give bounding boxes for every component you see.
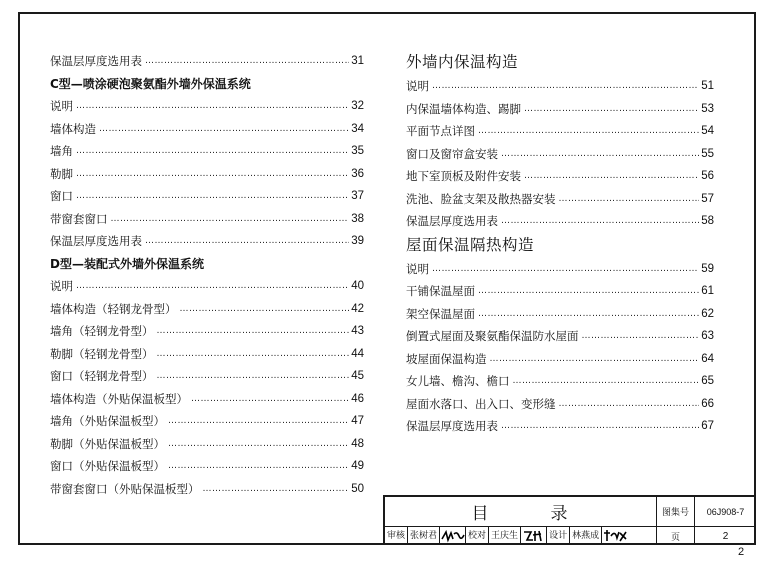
toc-entry-label: 保温层厚度选用表 xyxy=(50,234,142,248)
atlas-number-label: 图集号 xyxy=(657,497,695,527)
toc-entry xyxy=(50,320,364,343)
toc-leader-dots xyxy=(145,50,349,73)
toc-leader-dots xyxy=(191,388,349,411)
checker-name: 王庆生 xyxy=(489,527,521,545)
sheet-number: 2 xyxy=(738,546,745,558)
toc-entry xyxy=(50,433,364,456)
toc-entry xyxy=(406,258,714,281)
toc-entry-label: 说明 xyxy=(50,99,73,113)
toc-leader-dots xyxy=(478,303,699,326)
toc-entry-label: 说明 xyxy=(406,79,429,93)
toc-entry-label: 干铺保温屋面 xyxy=(406,284,475,298)
toc-leader-dots xyxy=(76,275,349,298)
toc-entry-label: 坡屋面保温构造 xyxy=(406,351,487,366)
toc-entry xyxy=(50,50,364,73)
toc-leader-dots xyxy=(168,433,349,456)
toc-entry-page: 54 xyxy=(701,125,714,137)
toc-entry-label: 窗口 xyxy=(50,189,73,203)
toc-entry xyxy=(50,455,364,478)
toc-entry-page: 31 xyxy=(351,55,364,67)
toc-leader-dots xyxy=(111,208,350,231)
toc-entry-page: 47 xyxy=(351,415,364,427)
toc-entry xyxy=(50,208,364,231)
page-value: 2 xyxy=(722,530,729,542)
toc-entry-label: 墙体构造 xyxy=(50,121,96,136)
toc-entry-page: 48 xyxy=(351,437,364,450)
toc-entry xyxy=(50,298,364,321)
toc-entry-page: 55 xyxy=(701,147,714,160)
toc-entry xyxy=(50,95,364,118)
toc-entry xyxy=(406,210,714,233)
toc-chapter-heading: 外墙内保温构造 xyxy=(406,53,519,71)
toc-right-column xyxy=(406,50,714,438)
toc-entry-label: 保温层厚度选用表 xyxy=(50,54,142,68)
toc-entry xyxy=(50,185,364,208)
toc-entry-page: 57 xyxy=(701,192,714,205)
toc-entry-label: 平面节点详图 xyxy=(406,124,475,138)
toc-leader-dots xyxy=(99,118,349,141)
toc-entry-label: 架空保温屋面 xyxy=(406,306,475,321)
toc-entry-page: 53 xyxy=(701,102,714,115)
toc-entry-label: 保温层厚度选用表 xyxy=(406,214,498,228)
review-label: 审核 xyxy=(385,527,408,545)
toc-entry-page: 40 xyxy=(351,280,364,292)
toc-entry xyxy=(50,163,364,186)
toc-leader-dots xyxy=(76,95,349,118)
toc-leader-dots xyxy=(157,365,350,388)
toc-entry xyxy=(50,388,364,411)
toc-leader-dots xyxy=(513,370,700,393)
toc-leader-dots xyxy=(168,455,349,478)
toc-entry-page: 62 xyxy=(701,307,714,320)
toc-entry-page: 45 xyxy=(351,370,364,382)
toc-entry xyxy=(406,303,714,326)
toc-entry xyxy=(406,393,714,416)
toc-leader-dots xyxy=(478,120,699,143)
toc-entry-label: 窗口及窗帘盒安装 xyxy=(406,146,498,161)
toc-entry-label: 带窗套窗口 xyxy=(50,211,108,226)
title-char-1: 目 xyxy=(471,504,491,524)
toc-entry xyxy=(50,140,364,163)
toc-entry-label: 墙体构造（外贴保温板型） xyxy=(50,391,188,406)
toc-entry xyxy=(50,478,364,501)
toc-entry xyxy=(50,230,364,253)
toc-chapter-heading: 屋面保温隔热构造 xyxy=(406,235,535,254)
toc-entry xyxy=(406,165,714,188)
toc-entry-page: 46 xyxy=(351,392,364,405)
toc-entry-page: 44 xyxy=(351,347,364,360)
toc-entry-label: 屋面水落口、出入口、变形缝 xyxy=(406,396,556,411)
toc-leader-dots xyxy=(559,393,700,416)
toc-entry xyxy=(50,410,364,433)
toc-entry-label: 勒脚（轻钢龙骨型） xyxy=(50,346,154,361)
toc-entry-page: 51 xyxy=(701,80,714,92)
toc-leader-dots xyxy=(501,210,699,233)
toc-entry-label: 带窗套窗口（外贴保温板型） xyxy=(50,481,200,496)
reviewer-name: 张树君 xyxy=(408,527,440,545)
toc-entry-page: 38 xyxy=(351,212,364,225)
toc-entry-page: 63 xyxy=(701,330,714,342)
toc-entry xyxy=(406,75,714,98)
toc-leader-dots xyxy=(76,140,349,163)
toc-entry xyxy=(406,143,714,166)
toc-leader-dots xyxy=(478,280,699,303)
toc-leader-dots xyxy=(524,98,699,121)
toc-left-column xyxy=(50,50,364,500)
toc-entry-label: 墙角 xyxy=(50,144,73,158)
toc-leader-dots xyxy=(76,163,349,186)
toc-leader-dots xyxy=(168,410,349,433)
toc-entry xyxy=(50,118,364,141)
toc-entry-page: 50 xyxy=(351,482,364,495)
toc-entry-page: 58 xyxy=(701,215,714,227)
toc-entry-label: 窗口（外贴保温板型） xyxy=(50,459,165,473)
page-label: 页 xyxy=(657,527,695,545)
toc-leader-dots xyxy=(203,478,350,501)
toc-entry-label: 洗池、脸盆支架及散热器安装 xyxy=(406,191,556,206)
toc-entry-label: 墙角（外贴保温板型） xyxy=(50,414,165,428)
toc-entry xyxy=(406,120,714,143)
toc-entry-page: 49 xyxy=(351,460,364,472)
designer-signature xyxy=(602,527,628,545)
toc-entry xyxy=(406,325,714,348)
toc-entry xyxy=(406,280,714,303)
toc-entry-page: 37 xyxy=(351,190,364,202)
toc-entry-page: 42 xyxy=(351,302,364,315)
toc-entry-page: 66 xyxy=(701,397,714,410)
toc-leader-dots xyxy=(490,348,700,371)
toc-entry-page: 67 xyxy=(701,420,714,432)
toc-leader-dots xyxy=(501,143,699,166)
toc-leader-dots xyxy=(157,343,350,366)
toc-entry xyxy=(50,275,364,298)
toc-entry-page: 35 xyxy=(351,145,364,157)
toc-entry-label: 保温层厚度选用表 xyxy=(406,419,498,433)
toc-entry-page: 64 xyxy=(701,352,714,365)
toc-entry-label: 墙角（轻钢龙骨型） xyxy=(50,324,154,338)
toc-leader-dots xyxy=(501,415,699,438)
toc-entry-label: 说明 xyxy=(406,261,429,276)
toc-entry xyxy=(406,348,714,371)
toc-leader-dots xyxy=(157,320,350,343)
toc-entry-label: 窗口（轻钢龙骨型） xyxy=(50,369,154,383)
toc-entry xyxy=(406,188,714,211)
toc-entry xyxy=(50,343,364,366)
toc-leader-dots xyxy=(559,188,700,211)
toc-entry xyxy=(406,415,714,438)
title-block-title xyxy=(385,497,657,527)
toc-entry-label: 说明 xyxy=(50,279,73,293)
design-label: 设计 xyxy=(547,527,570,545)
toc-entry-page: 36 xyxy=(351,167,364,180)
toc-leader-dots xyxy=(76,185,349,208)
toc-leader-dots xyxy=(180,298,350,321)
toc-entry-page: 43 xyxy=(351,325,364,337)
toc-entry-label: 勒脚 xyxy=(50,166,73,181)
toc-entry-page: 56 xyxy=(701,170,714,182)
toc-section-heading: D型—装配式外墙外保温系统 xyxy=(50,256,204,271)
title-block xyxy=(383,495,756,545)
atlas-number-value: 06J908-7 xyxy=(695,497,756,527)
toc-leader-dots xyxy=(582,325,700,348)
reviewer-signature xyxy=(440,527,466,545)
toc-entry-page: 39 xyxy=(351,235,364,247)
toc-entry-label: 倒置式屋面及聚氨酯保温防水屋面 xyxy=(406,329,579,343)
title-char-2: 录 xyxy=(550,504,570,524)
toc-entry-page: 34 xyxy=(351,122,364,135)
toc-entry-page: 61 xyxy=(701,285,714,297)
designer-name: 林燕成 xyxy=(570,527,602,545)
toc-leader-dots xyxy=(432,75,699,98)
toc-entry xyxy=(50,365,364,388)
toc-entry-label: 女儿墙、檐沟、檐口 xyxy=(406,374,510,388)
toc-entry-page: 65 xyxy=(701,375,714,387)
toc-entry-label: 内保温墙体构造、踢脚 xyxy=(406,101,521,116)
toc-entry-page: 32 xyxy=(351,100,364,112)
toc-entry-label: 地下室顶板及附件安装 xyxy=(406,169,521,183)
check-label: 校对 xyxy=(466,527,489,545)
toc-entry-label: 勒脚（外贴保温板型） xyxy=(50,436,165,451)
toc-entry xyxy=(406,98,714,121)
signature-row xyxy=(385,527,657,545)
toc-entry-page: 59 xyxy=(701,262,714,275)
toc-leader-dots xyxy=(524,165,699,188)
toc-leader-dots xyxy=(432,258,699,281)
toc-entry-label: 墙体构造（轻钢龙骨型） xyxy=(50,301,177,316)
toc-leader-dots xyxy=(145,230,349,253)
toc-section-heading: C型—喷涂硬泡聚氨酯外墙外保温系统 xyxy=(50,76,251,91)
checker-signature xyxy=(521,527,547,545)
toc-entry xyxy=(406,370,714,393)
